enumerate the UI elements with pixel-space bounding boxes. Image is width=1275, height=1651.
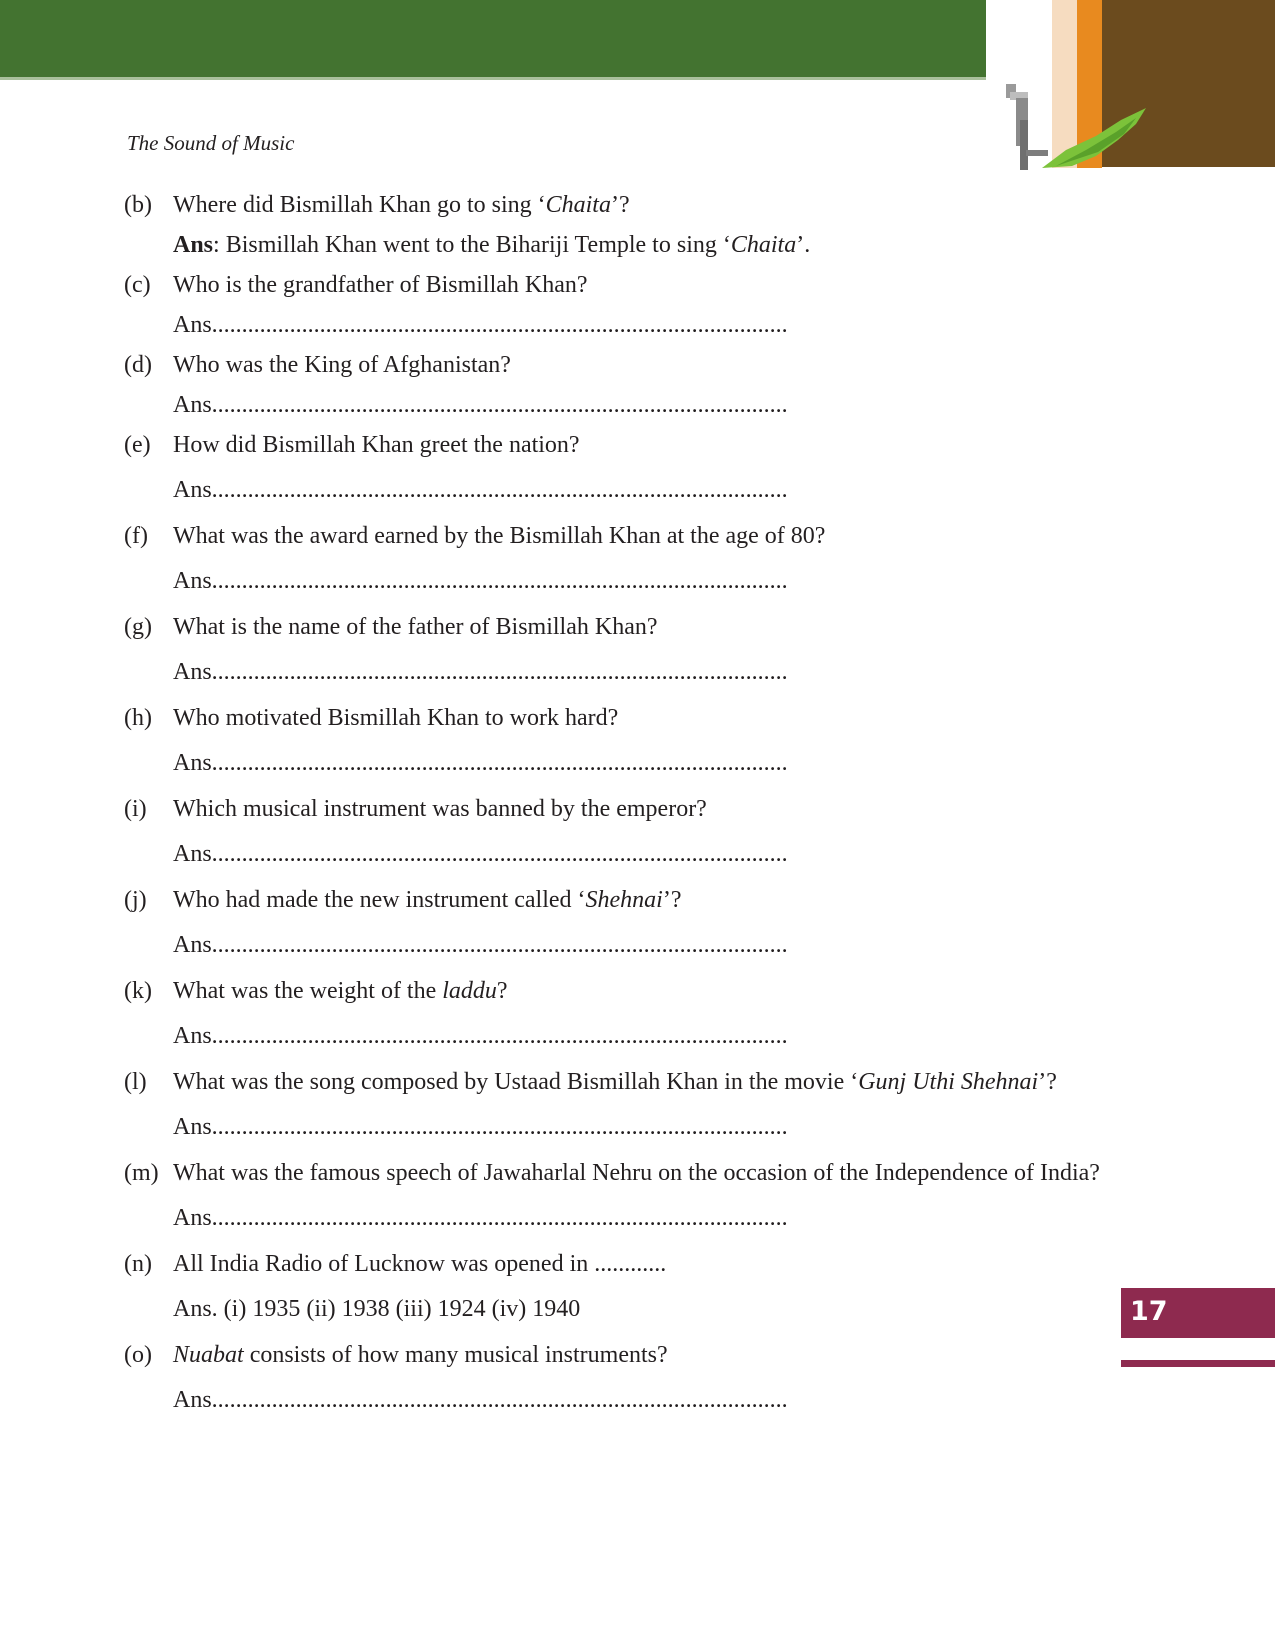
question-item — [124, 612, 1144, 642]
answer-text — [173, 657, 788, 687]
question-number: (f) — [124, 523, 148, 549]
question-number: (g) — [124, 614, 152, 640]
answer-text — [173, 839, 788, 869]
answer-line — [124, 230, 1144, 260]
answer-label: Ans — [173, 232, 214, 258]
text-segment: Which musical instrument was banned by the emperor? — [173, 796, 707, 822]
text-segment: Ans................................................................................................ — [173, 1114, 788, 1140]
text-segment: What was the award earned by the Bismillah Khan at the age of 80? — [173, 523, 826, 549]
text-segment: Who motivated Bismillah Khan to work hard? — [173, 705, 619, 731]
answer-text — [173, 230, 810, 260]
text-segment: ’? — [662, 887, 682, 913]
text-segment: Ans................................................................................................ — [173, 841, 788, 867]
answer-text — [173, 390, 788, 420]
text-segment: What was the weight of the — [173, 978, 443, 1004]
answer-line — [124, 475, 1144, 505]
text-segment: What is the name of the father of Bismillah Khan? — [173, 614, 658, 640]
italic-term: Nuabat — [173, 1342, 244, 1368]
text-segment: What was the song composed by Ustaad Bismillah Khan in the movie ‘ — [173, 1069, 859, 1095]
answer-line — [124, 839, 1144, 869]
text-segment: Ans................................................................................................ — [173, 477, 788, 503]
question-number: (j) — [124, 887, 147, 913]
text-segment: Ans................................................................................................ — [173, 312, 788, 338]
text-segment: Ans................................................................................................ — [173, 392, 788, 418]
question-number: (k) — [124, 978, 152, 1004]
plant-stem-icon — [1006, 84, 1048, 170]
question-item — [124, 1158, 1144, 1188]
question-number: (l) — [124, 1069, 147, 1095]
running-head: The Sound of Music — [127, 131, 295, 155]
text-segment: : Bismillah Khan went to the Bihariji Temple to sing ‘ — [213, 232, 731, 258]
page-tab-rule — [1121, 1360, 1275, 1367]
text-segment: ? — [496, 978, 508, 1004]
answer-text — [173, 1294, 580, 1324]
question-text — [173, 350, 511, 380]
question-number: (m) — [124, 1160, 159, 1186]
question-item — [124, 885, 1144, 915]
question-text — [173, 794, 707, 824]
text-segment: What was the famous speech of Jawaharlal Nehru on the occasion of the Independence of India? — [173, 1160, 1100, 1186]
text-segment: Who was the King of Afghanistan? — [173, 352, 511, 378]
answer-line — [124, 1385, 1144, 1415]
answer-text — [173, 1385, 788, 1415]
question-number: (i) — [124, 796, 147, 822]
question-number: (n) — [124, 1251, 152, 1277]
italic-term: Chaita — [730, 232, 797, 258]
text-segment: How did Bismillah Khan greet the nation? — [173, 432, 580, 458]
question-number: (c) — [124, 272, 151, 298]
question-text — [173, 190, 630, 220]
answer-text — [173, 310, 788, 340]
question-item — [124, 270, 1144, 300]
text-segment: Ans................................................................................................ — [173, 1023, 788, 1049]
italic-term: Shehnai — [585, 887, 663, 913]
header-band-shadow — [0, 77, 986, 80]
question-item — [124, 190, 1144, 220]
text-segment: All India Radio of Lucknow was opened in ............ — [173, 1251, 667, 1277]
question-text — [173, 976, 508, 1006]
question-item — [124, 430, 1144, 460]
question-text — [173, 1067, 1057, 1097]
question-item — [124, 1340, 1144, 1370]
answer-line — [124, 310, 1144, 340]
text-segment: Ans................................................................................................ — [173, 1387, 788, 1413]
question-text — [173, 612, 658, 642]
answer-line — [124, 1294, 1144, 1324]
answer-line — [124, 566, 1144, 596]
answer-text — [173, 1112, 788, 1142]
answer-line — [124, 1021, 1144, 1051]
answer-text — [173, 566, 788, 596]
question-text — [173, 885, 682, 915]
answer-line — [124, 390, 1144, 420]
question-item — [124, 976, 1144, 1006]
text-segment: Ans................................................................................................ — [173, 1205, 788, 1231]
answer-text — [173, 748, 788, 778]
answer-text — [173, 1021, 788, 1051]
answer-line — [124, 930, 1144, 960]
question-number: (e) — [124, 432, 151, 458]
question-text — [173, 1249, 666, 1279]
answer-line — [124, 1203, 1144, 1233]
text-segment: Where did Bismillah Khan go to sing ‘ — [173, 192, 546, 218]
question-number: (h) — [124, 705, 152, 731]
question-text — [173, 270, 588, 300]
page-number: 17 — [1130, 1296, 1168, 1327]
italic-term: laddu — [442, 978, 497, 1004]
answer-line — [124, 657, 1144, 687]
question-item — [124, 703, 1144, 733]
text-segment: ’? — [610, 192, 630, 218]
answer-text — [173, 1203, 788, 1233]
answer-line — [124, 748, 1144, 778]
text-segment: Who is the grandfather of Bismillah Khan? — [173, 272, 588, 298]
answer-text — [173, 475, 788, 505]
question-text — [173, 521, 825, 551]
question-item — [124, 1067, 1144, 1097]
text-segment: consists of how many musical instruments? — [243, 1342, 668, 1368]
question-item — [124, 1249, 1144, 1279]
text-segment: Ans................................................................................................ — [173, 659, 788, 685]
header-band — [0, 0, 986, 77]
question-item — [124, 794, 1144, 824]
text-segment: Ans................................................................................................ — [173, 568, 788, 594]
question-number: (b) — [124, 192, 152, 218]
question-text — [173, 1158, 1100, 1188]
question-number: (o) — [124, 1342, 152, 1368]
question-item — [124, 521, 1144, 551]
text-segment: Ans................................................................................................ — [173, 932, 788, 958]
italic-term: Chaita — [545, 192, 611, 218]
question-text — [173, 430, 580, 460]
text-segment: ’. — [796, 232, 811, 258]
text-segment: Who had made the new instrument called ‘ — [173, 887, 586, 913]
text-segment: ’? — [1038, 1069, 1057, 1095]
question-text — [173, 1340, 668, 1370]
text-segment: Ans. (i) 1935 (ii) 1938 (iii) 1924 (iv) 1940 — [173, 1296, 581, 1322]
answer-text — [173, 930, 788, 960]
corner-logo-graphic — [986, 0, 1275, 180]
question-number: (d) — [124, 352, 152, 378]
answer-line — [124, 1112, 1144, 1142]
italic-term: Gunj Uthi Shehnai — [858, 1069, 1039, 1095]
text-segment: Ans................................................................................................ — [173, 750, 788, 776]
question-item — [124, 350, 1144, 380]
question-text — [173, 703, 618, 733]
